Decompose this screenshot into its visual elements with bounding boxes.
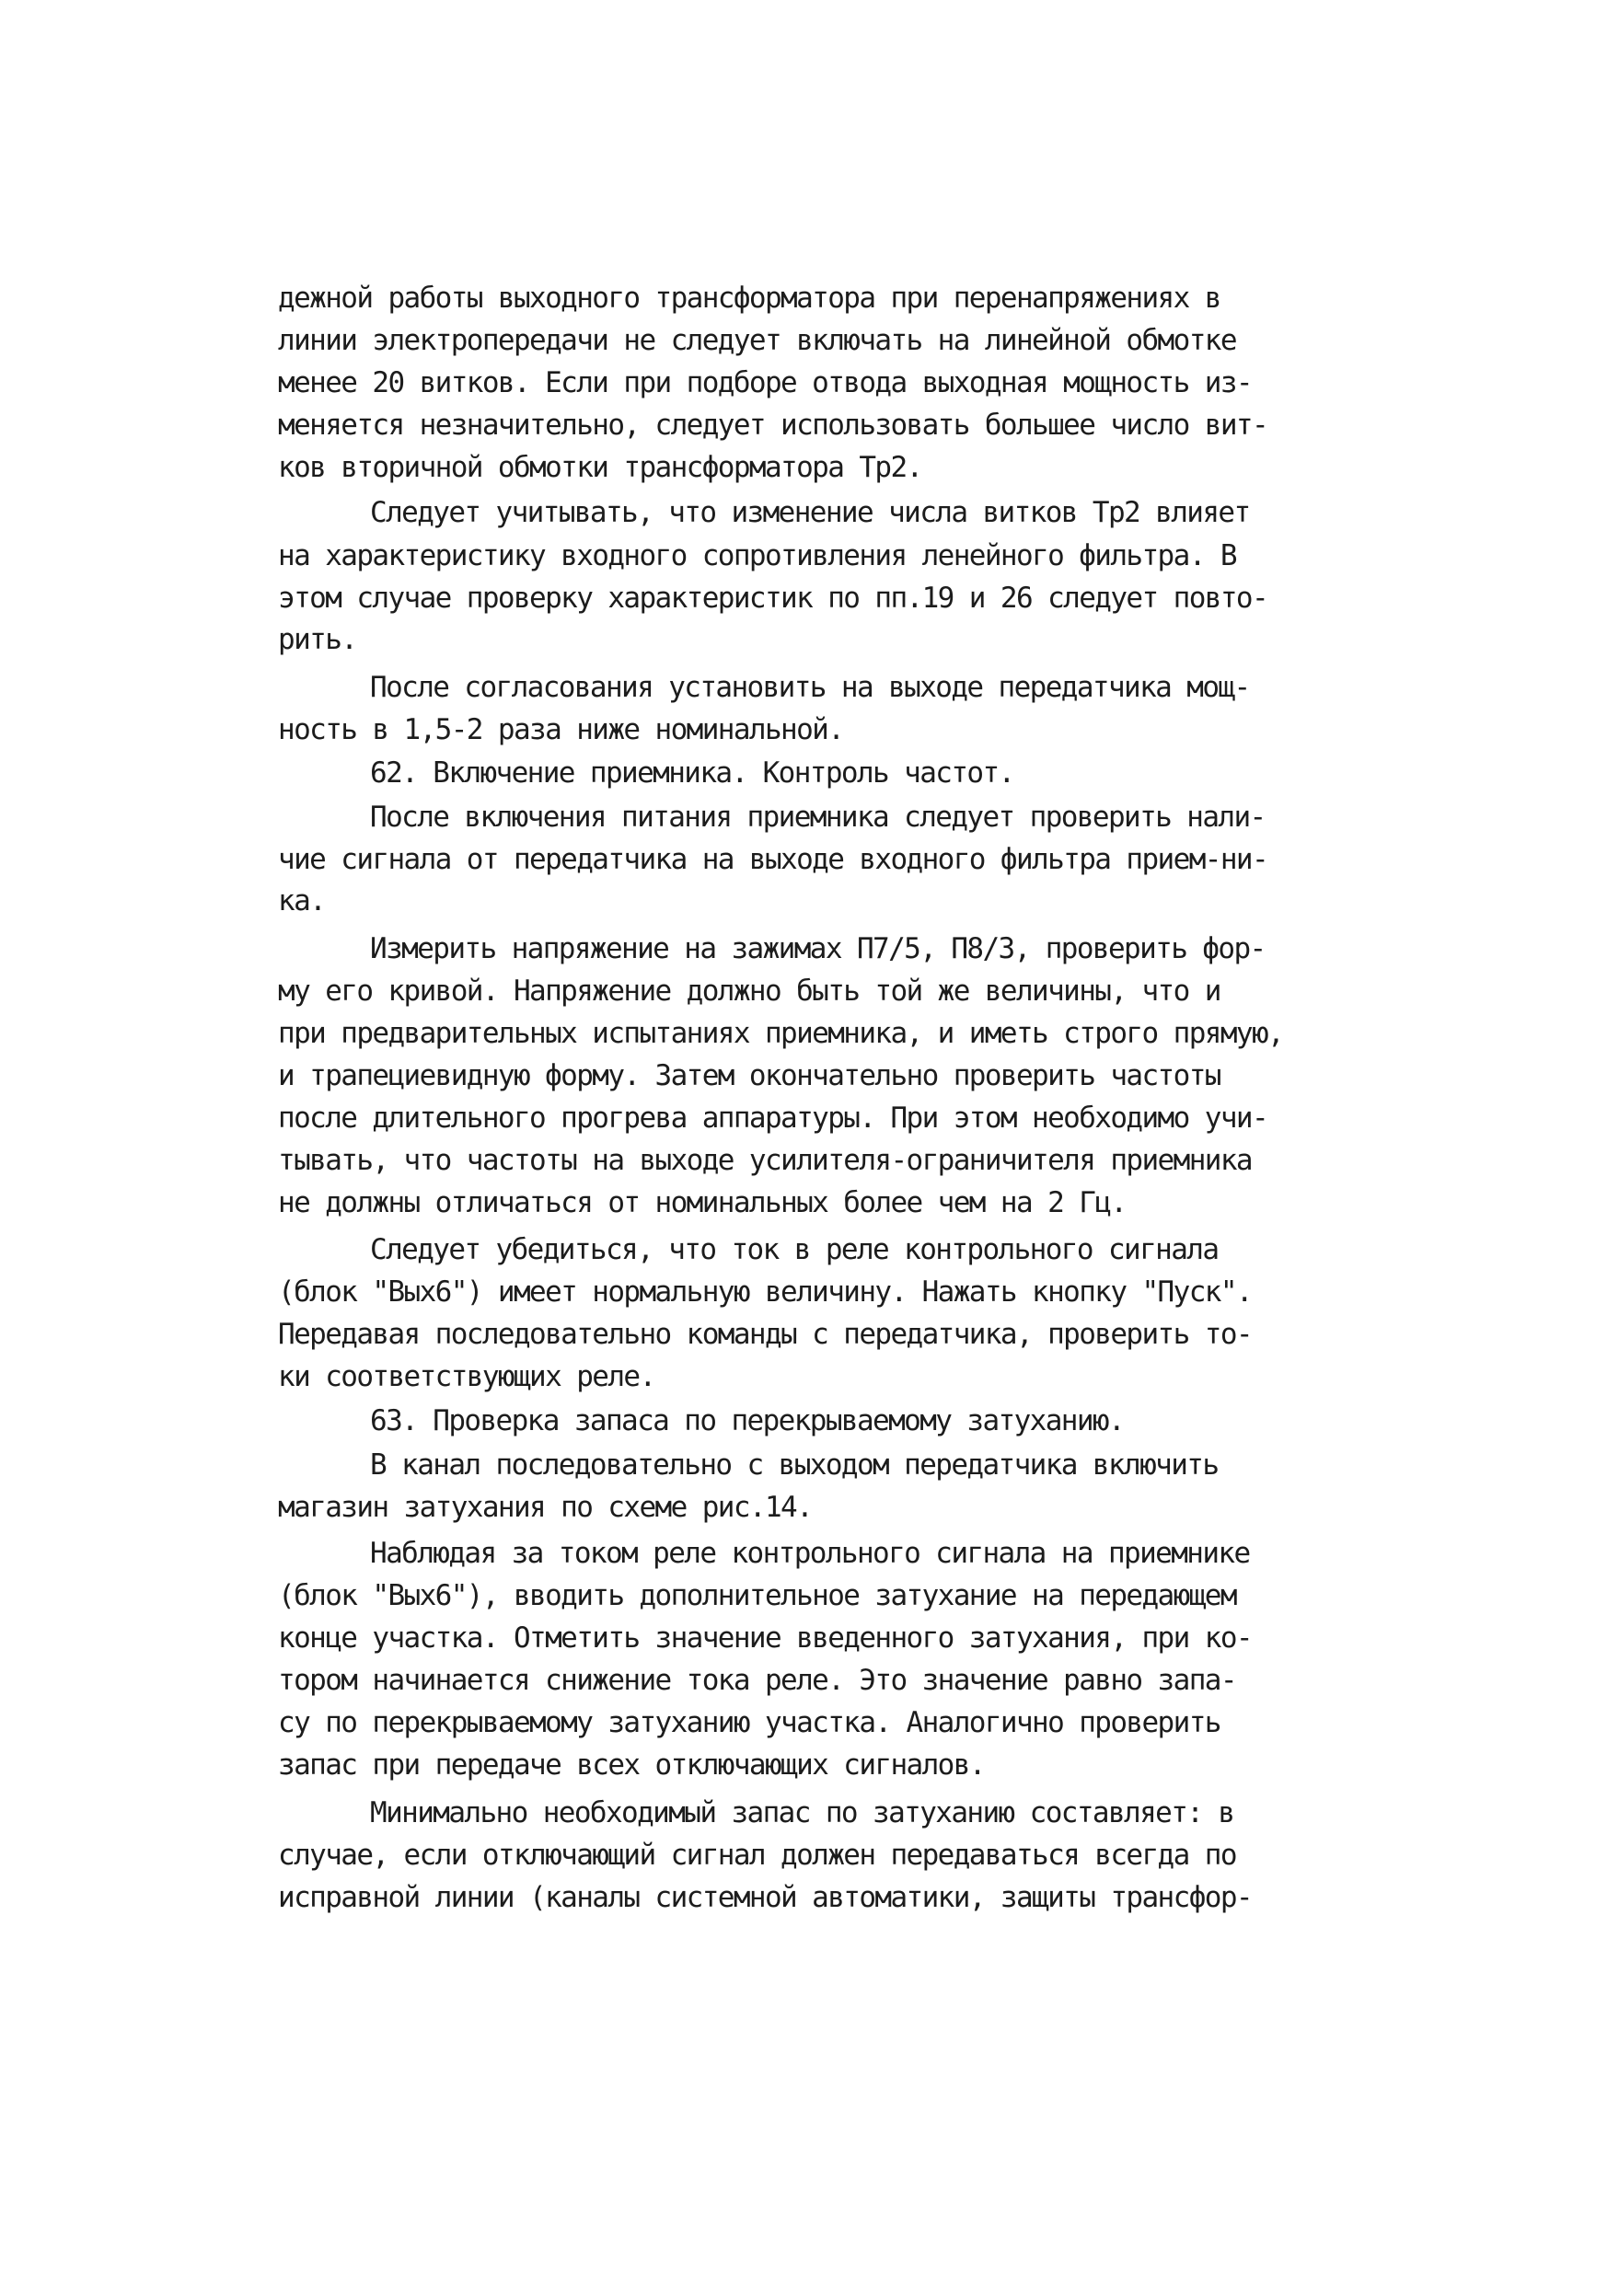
text-line: рить.	[278, 623, 357, 656]
text-line: 62. Включение приемника. Контроль частот.	[370, 756, 1014, 790]
text-line: 63. Проверка запаса по перекрываемому затуханию.	[370, 1404, 1125, 1437]
text-line: чие сигнала от передатчика на выходе входного фильтра прием-ни-	[278, 843, 1268, 876]
text-line: случае, если отключающий сигнал должен передаваться всегда по	[278, 1839, 1236, 1872]
text-line: тором начинается снижение тока реле. Это значение равно запа-	[278, 1664, 1236, 1697]
text-line: исправной линии (каналы системной автоматики, защиты трансфор-	[278, 1881, 1252, 1914]
text-line: После согласования установить на выходе передатчика мощ-	[370, 671, 1250, 704]
text-line: этом случае проверку характеристик по пп.19 и 26 следует повто-	[278, 582, 1268, 615]
text-line: тывать, что частоты на выходе усилителя-ограничителя приемника	[278, 1144, 1252, 1177]
text-line: Минимально необходимый запас по затуханию составляет: в	[370, 1796, 1234, 1829]
text-line: ков вторичной обмотки трансформатора Тр2.	[278, 451, 922, 484]
text-line: Передавая последовательно команды с передатчика, проверить то-	[278, 1318, 1252, 1351]
text-line: линии электропередачи не следует включать на линейной обмотке	[278, 324, 1236, 357]
text-line: при предварительных испытаниях приемника, и иметь строго прямую,	[278, 1017, 1284, 1050]
text-line: и трапециевидную форму. Затем окончательно проверить частоты	[278, 1059, 1220, 1092]
text-line: Наблюдая за током реле контрольного сигнала на приемнике	[370, 1537, 1250, 1570]
text-line: (блок "Вых6"), вводить дополнительное затухание на передающем	[278, 1579, 1236, 1612]
text-line: Следует убедиться, что ток в реле контрольного сигнала	[370, 1233, 1219, 1266]
text-line: В канал последовательно с выходом передатчика включить	[370, 1448, 1219, 1482]
text-line: конце участка. Отметить значение введенного затухания, при ко-	[278, 1621, 1252, 1655]
text-line: меняется незначительно, следует использовать большее число вит-	[278, 409, 1268, 442]
text-line: менее 20 витков. Если при подборе отвода выходная мощность из-	[278, 366, 1252, 399]
text-line: магазин затухания по схеме рис.14.	[278, 1491, 813, 1524]
text-line: на характеристику входного сопротивления ленейного фильтра. В	[278, 539, 1236, 572]
text-line: запас при передаче всех отключающих сигналов.	[278, 1748, 985, 1782]
text-line: (блок "Вых6") имеет нормальную величину. Нажать кнопку "Пуск".	[278, 1275, 1252, 1309]
text-line: дежной работы выходного трансформатора при перенапряжениях в	[278, 282, 1220, 315]
text-line: ки соответствующих реле.	[278, 1360, 655, 1393]
text-line: не должны отличаться от номинальных более чем на 2 Гц.	[278, 1186, 1127, 1219]
text-line: Следует учитывать, что изменение числа витков Тр2 влияет	[370, 496, 1250, 529]
text-line: После включения питания приемника следует проверить нали-	[370, 801, 1266, 834]
text-line: Измерить напряжение на зажимах П7/5, П8/3, проверить фор-	[370, 932, 1266, 965]
text-line: ность в 1,5-2 раза ниже номинальной.	[278, 713, 844, 746]
text-line: ка.	[278, 884, 326, 917]
text-line: му его кривой. Напряжение должно быть той же величины, что и	[278, 975, 1220, 1008]
text-line: после длительного прогрева аппаратуры. При этом необходимо учи-	[278, 1102, 1268, 1135]
text-line: су по перекрываемому затуханию участка. Аналогично проверить	[278, 1706, 1220, 1739]
